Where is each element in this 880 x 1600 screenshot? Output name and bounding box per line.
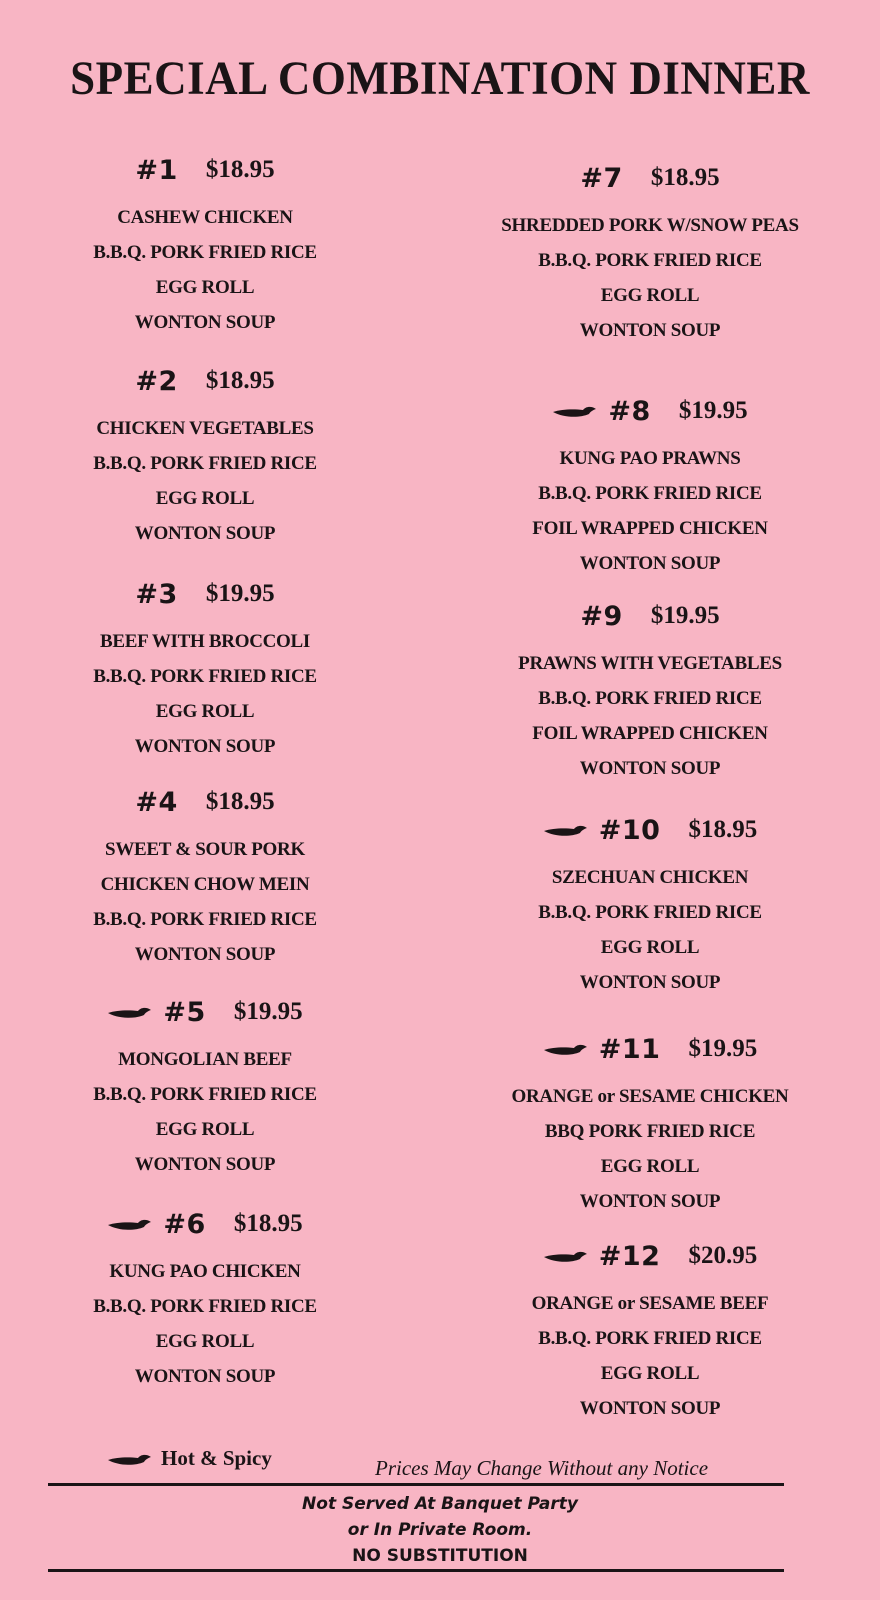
- combo-header: [25, 1204, 385, 1244]
- combo-item: CHICKEN CHOW MEIN: [100, 874, 310, 895]
- combo-number: #6: [163, 1208, 206, 1240]
- combo-10: [470, 810, 830, 1000]
- combo-4: [25, 782, 385, 972]
- combo-price: $19.95: [233, 998, 303, 1025]
- combo-12: [470, 1236, 830, 1426]
- combo-item: B.B.Q. PORK FRIED RICE: [538, 483, 762, 504]
- combo-number: #9: [580, 600, 623, 632]
- combo-item: KUNG PAO PRAWNS: [559, 448, 741, 469]
- combo-item: BBQ PORK FRIED RICE: [544, 1121, 756, 1142]
- combo-header: [25, 574, 385, 614]
- combo-item: WONTON SOUP: [579, 320, 721, 341]
- combo-header: [25, 782, 385, 822]
- chili-pepper-icon: [107, 1004, 153, 1020]
- combo-item: WONTON SOUP: [579, 1398, 721, 1419]
- combo-item: FOIL WRAPPED CHICKEN: [532, 518, 768, 539]
- combo-item: MONGOLIAN BEEF: [118, 1049, 292, 1070]
- combo-item: EGG ROLL: [155, 1119, 255, 1140]
- combo-item: EGG ROLL: [600, 285, 700, 306]
- footer-line-2: or In Private Room.: [347, 1520, 533, 1540]
- combo-item: B.B.Q. PORK FRIED RICE: [538, 688, 762, 709]
- combo-number: #2: [135, 365, 178, 397]
- combo-header: [25, 150, 385, 190]
- combo-item: CHICKEN VEGETABLES: [96, 418, 314, 439]
- combo-5: [25, 992, 385, 1182]
- combo-item: B.B.Q. PORK FRIED RICE: [538, 250, 762, 271]
- combo-7: [470, 158, 830, 348]
- combo-item: WONTON SOUP: [134, 1366, 276, 1387]
- combo-item: WONTON SOUP: [134, 523, 276, 544]
- combo-number: #8: [608, 395, 651, 427]
- combo-header: [470, 1236, 830, 1276]
- combo-price: $20.95: [688, 1242, 758, 1269]
- combo-item: ORANGE or SESAME CHICKEN: [511, 1086, 789, 1107]
- combo-header: [470, 596, 830, 636]
- combo-price: $18.95: [650, 164, 720, 191]
- chili-pepper-icon: [107, 1216, 153, 1232]
- combo-header: [470, 391, 830, 431]
- combo-item: PRAWNS WITH VEGETABLES: [518, 653, 782, 674]
- combo-price: $19.95: [650, 602, 720, 629]
- combo-item: SWEET & SOUR PORK: [105, 839, 305, 860]
- combo-item: WONTON SOUP: [134, 944, 276, 965]
- combo-item: SZECHUAN CHICKEN: [551, 867, 749, 888]
- combo-header: [25, 992, 385, 1032]
- combo-item: KUNG PAO CHICKEN: [109, 1261, 301, 1282]
- combo-item: WONTON SOUP: [579, 972, 721, 993]
- chili-pepper-icon: [543, 1248, 589, 1264]
- combo-item: SHREDDED PORK W/SNOW PEAS: [501, 215, 799, 236]
- combo-item: BEEF WITH BROCCOLI: [100, 631, 310, 652]
- combo-item: FOIL WRAPPED CHICKEN: [532, 723, 768, 744]
- combo-header: [470, 158, 830, 198]
- combo-9: [470, 596, 830, 786]
- combo-item: WONTON SOUP: [579, 758, 721, 779]
- footer-top-rule: [48, 1483, 784, 1486]
- combo-price: $18.95: [205, 367, 275, 394]
- combo-8: [470, 391, 830, 581]
- combo-11: [470, 1029, 830, 1219]
- combo-number: #4: [135, 786, 178, 818]
- combo-item: B.B.Q. PORK FRIED RICE: [93, 1296, 317, 1317]
- combo-item: ORANGE or SESAME BEEF: [531, 1293, 769, 1314]
- combo-number: #1: [135, 154, 178, 186]
- combo-item: WONTON SOUP: [134, 736, 276, 757]
- combo-price: $19.95: [688, 1035, 758, 1062]
- footer-line-1: Not Served At Banquet Party: [302, 1494, 578, 1514]
- combo-number: #7: [580, 162, 623, 194]
- chili-pepper-icon: [107, 1451, 153, 1467]
- combo-6: [25, 1204, 385, 1394]
- combo-number: #3: [135, 578, 178, 610]
- combo-item: EGG ROLL: [155, 488, 255, 509]
- combo-item: EGG ROLL: [600, 1156, 700, 1177]
- combo-item: B.B.Q. PORK FRIED RICE: [93, 242, 317, 263]
- combo-header: [470, 1029, 830, 1069]
- combo-price: $18.95: [233, 1210, 303, 1237]
- combo-item: WONTON SOUP: [579, 553, 721, 574]
- menu-title: SPECIAL COMBINATION DINNER: [70, 51, 810, 105]
- chili-pepper-icon: [552, 403, 598, 419]
- combo-header: [25, 361, 385, 401]
- spicy-legend: [107, 1446, 272, 1471]
- combo-item: B.B.Q. PORK FRIED RICE: [93, 1084, 317, 1105]
- combo-price: $18.95: [205, 156, 275, 183]
- combo-item: CASHEW CHICKEN: [117, 207, 293, 228]
- combo-item: EGG ROLL: [600, 937, 700, 958]
- combo-price: $18.95: [688, 816, 758, 843]
- combo-header: [470, 810, 830, 850]
- combo-item: WONTON SOUP: [134, 1154, 276, 1175]
- footer-notes: [0, 1491, 880, 1569]
- footer-line-3: NO SUBSTITUTION: [352, 1546, 528, 1566]
- combo-3: [25, 574, 385, 764]
- combo-item: EGG ROLL: [155, 277, 255, 298]
- chili-pepper-icon: [543, 1041, 589, 1057]
- combo-item: EGG ROLL: [600, 1363, 700, 1384]
- combo-item: B.B.Q. PORK FRIED RICE: [93, 453, 317, 474]
- combo-item: B.B.Q. PORK FRIED RICE: [93, 909, 317, 930]
- combo-item: EGG ROLL: [155, 701, 255, 722]
- combo-price: $18.95: [205, 788, 275, 815]
- combo-item: WONTON SOUP: [579, 1191, 721, 1212]
- chili-pepper-icon: [543, 822, 589, 838]
- combo-item: B.B.Q. PORK FRIED RICE: [93, 666, 317, 687]
- combo-number: #12: [598, 1240, 661, 1272]
- price-notice: Prices May Change Without any Notice: [375, 1456, 709, 1480]
- combo-1: [25, 150, 385, 340]
- combo-number: #5: [163, 996, 206, 1028]
- legend-label: Hot & Spicy: [161, 1446, 272, 1470]
- combo-price: $19.95: [678, 397, 748, 424]
- combo-number: #11: [598, 1033, 661, 1065]
- combo-price: $19.95: [205, 580, 275, 607]
- combo-item: B.B.Q. PORK FRIED RICE: [538, 1328, 762, 1349]
- combo-item: EGG ROLL: [155, 1331, 255, 1352]
- combo-item: WONTON SOUP: [134, 312, 276, 333]
- combo-2: [25, 361, 385, 551]
- footer-bottom-rule: [48, 1569, 784, 1572]
- combo-number: #10: [598, 814, 661, 846]
- combo-item: B.B.Q. PORK FRIED RICE: [538, 902, 762, 923]
